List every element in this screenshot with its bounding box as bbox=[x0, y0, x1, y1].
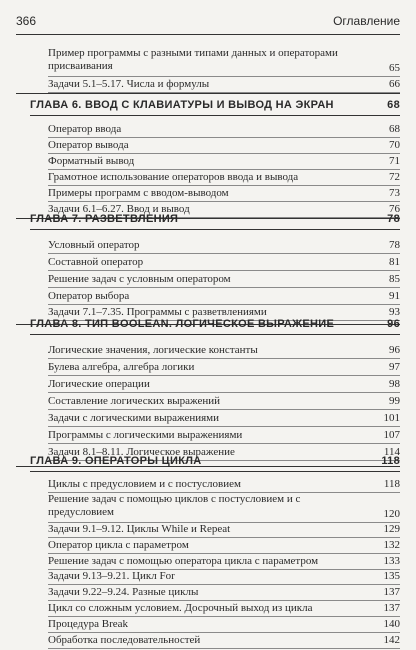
toc-entry bbox=[48, 570, 400, 585]
chapter-page: 78 bbox=[387, 213, 400, 225]
chapter-heading bbox=[30, 455, 400, 472]
toc-entry-page: 140 bbox=[383, 618, 400, 630]
toc-entry-page: 97 bbox=[389, 361, 400, 373]
toc-entry-title: Задачи 6.1–6.27. Ввод и вывод bbox=[48, 203, 190, 215]
toc-entry-title: Оператор выбора bbox=[48, 290, 130, 302]
toc-entry-page: 120 bbox=[383, 508, 400, 520]
toc-entry-title: Цикл со сложным условием. Досрочный выход из цикла bbox=[48, 602, 313, 614]
toc-entry-page: 96 bbox=[389, 344, 400, 356]
toc-entry bbox=[48, 344, 400, 359]
toc-entry-title: Пример программы с разными типами данных и операторами присваивания bbox=[48, 47, 338, 72]
chapter-title: ГЛАВА 6. ВВОД С КЛАВИАТУРЫ И ВЫВОД НА ЭКРАН bbox=[30, 99, 334, 111]
toc-entry bbox=[48, 586, 400, 601]
toc-entry-page: 85 bbox=[389, 273, 400, 285]
toc-entry-page: 142 bbox=[383, 634, 400, 646]
toc-entry bbox=[48, 378, 400, 393]
toc-entry-title: Обработка последовательностей bbox=[48, 634, 201, 646]
toc-entry-page: 129 bbox=[383, 523, 400, 535]
toc-entry bbox=[48, 523, 400, 538]
chapter-page: 118 bbox=[381, 455, 400, 467]
toc-entry-title: Условный оператор bbox=[48, 239, 140, 251]
chapter-title: ГЛАВА 8. ТИП BOOLEAN. ЛОГИЧЕСКОЕ ВЫРАЖЕНИЕ bbox=[30, 318, 335, 330]
toc-entry-title: Задачи с логическими выражениями bbox=[48, 412, 220, 424]
toc-entry-title: Задачи 7.1–7.35. Программы с разветвлениями bbox=[48, 306, 267, 318]
toc-entry-page: 73 bbox=[389, 187, 400, 199]
toc-entry-page: 101 bbox=[383, 412, 400, 424]
toc-entry-page: 135 bbox=[383, 570, 400, 582]
toc-entry-page: 133 bbox=[383, 555, 400, 567]
toc-entry bbox=[48, 78, 400, 93]
toc-entry-title: Программы с логическими выражениями bbox=[48, 429, 243, 441]
chapter-heading bbox=[30, 99, 400, 116]
toc-entry bbox=[48, 290, 400, 305]
toc-entry bbox=[48, 361, 400, 376]
chapter-heading bbox=[30, 318, 400, 335]
toc-entry-page: 107 bbox=[383, 429, 400, 441]
toc-entry-page: 65 bbox=[389, 62, 400, 74]
chapter-page: 96 bbox=[387, 318, 400, 330]
toc-entry-title: Процедура Break bbox=[48, 618, 129, 630]
toc-entry bbox=[48, 239, 400, 254]
toc-entry bbox=[48, 539, 400, 554]
toc-entry-title: Задачи 9.1–9.12. Циклы While и Repeat bbox=[48, 523, 231, 535]
toc-entry-title: Булева алгебра, алгебра логики bbox=[48, 361, 195, 373]
toc-entry bbox=[48, 618, 400, 633]
toc-entry bbox=[48, 602, 400, 617]
toc-entry-page: 76 bbox=[389, 203, 400, 215]
toc-entry-page: 72 bbox=[389, 171, 400, 183]
toc-entry-title: Логические операции bbox=[48, 378, 150, 390]
toc-entry bbox=[48, 634, 400, 649]
toc-entry-page: 93 bbox=[389, 306, 400, 318]
page-header bbox=[16, 12, 400, 35]
toc-entry-title: Задачи 9.13–9.21. Цикл For bbox=[48, 570, 175, 582]
toc-entry-title: Оператор вывода bbox=[48, 139, 129, 151]
running-title: Оглавление bbox=[333, 14, 400, 28]
toc-entry bbox=[48, 429, 400, 444]
toc-entry bbox=[48, 171, 400, 186]
toc-entry bbox=[48, 256, 400, 271]
toc-entry-title: Задачи 8.1–8.11. Логическое выражение bbox=[48, 446, 235, 458]
toc-entry-title: Грамотное использование операторов ввода и вывода bbox=[48, 171, 299, 183]
toc-entry-title: Составление логических выражений bbox=[48, 395, 221, 407]
page-number: 366 bbox=[16, 14, 37, 28]
chapter-title: ГЛАВА 9. ОПЕРАТОРЫ ЦИКЛА bbox=[30, 455, 202, 467]
toc-entry-title: Оператор ввода bbox=[48, 123, 122, 135]
toc-entry bbox=[48, 395, 400, 410]
toc-entry bbox=[48, 555, 400, 570]
toc-entry-title: Задачи 5.1–5.17. Числа и формулы bbox=[48, 78, 210, 90]
chapter-page: 68 bbox=[387, 99, 400, 111]
toc-entry bbox=[48, 47, 400, 77]
toc-entry bbox=[48, 412, 400, 427]
toc-entry-title: Оператор цикла с параметром bbox=[48, 539, 189, 551]
toc-entry bbox=[48, 273, 400, 288]
toc-entry-title: Решение задач с помощью оператора цикла с параметром bbox=[48, 555, 319, 567]
toc-entry-title: Циклы с предусловием и с постусловием bbox=[48, 478, 241, 490]
toc-entry bbox=[48, 139, 400, 154]
toc-entry-title: Решение задач с условным оператором bbox=[48, 273, 231, 285]
toc-entry-page: 81 bbox=[389, 256, 400, 268]
toc-entry-page: 137 bbox=[383, 602, 400, 614]
toc-entry-page: 132 bbox=[383, 539, 400, 551]
chapter-title: ГЛАВА 7. РАЗВЕТВЛЕНИЯ bbox=[30, 213, 179, 225]
toc-entry-page: 137 bbox=[383, 586, 400, 598]
toc-entry-page: 66 bbox=[389, 78, 400, 90]
toc-entry-page: 70 bbox=[389, 139, 400, 151]
toc-entry-page: 68 bbox=[389, 123, 400, 135]
toc-entry-title: Логические значения, логические константы bbox=[48, 344, 258, 356]
toc-entry-page: 71 bbox=[389, 155, 400, 167]
toc-entry bbox=[48, 478, 400, 493]
toc-entry bbox=[48, 155, 400, 170]
toc-entry bbox=[48, 123, 400, 138]
toc-entry-title: Составной оператор bbox=[48, 256, 144, 268]
toc-entry bbox=[48, 187, 400, 202]
divider bbox=[16, 93, 400, 94]
chapter-heading bbox=[30, 213, 400, 230]
toc-entry-page: 114 bbox=[383, 446, 400, 458]
toc-entry-title: Решение задач с помощью циклов с постусловием и с предусловием bbox=[48, 493, 301, 518]
toc-entry-title: Форматный вывод bbox=[48, 155, 135, 167]
toc-entry-page: 78 bbox=[389, 239, 400, 251]
toc-entry-page: 118 bbox=[383, 478, 400, 490]
toc-entry bbox=[48, 493, 400, 523]
toc-entry-page: 98 bbox=[389, 378, 400, 390]
toc-entry-page: 91 bbox=[389, 290, 400, 302]
toc-entry-title: Примеры программ с вводом-выводом bbox=[48, 187, 229, 199]
toc-entry-page: 99 bbox=[389, 395, 400, 407]
toc-entry-title: Задачи 9.22–9.24. Разные циклы bbox=[48, 586, 199, 598]
